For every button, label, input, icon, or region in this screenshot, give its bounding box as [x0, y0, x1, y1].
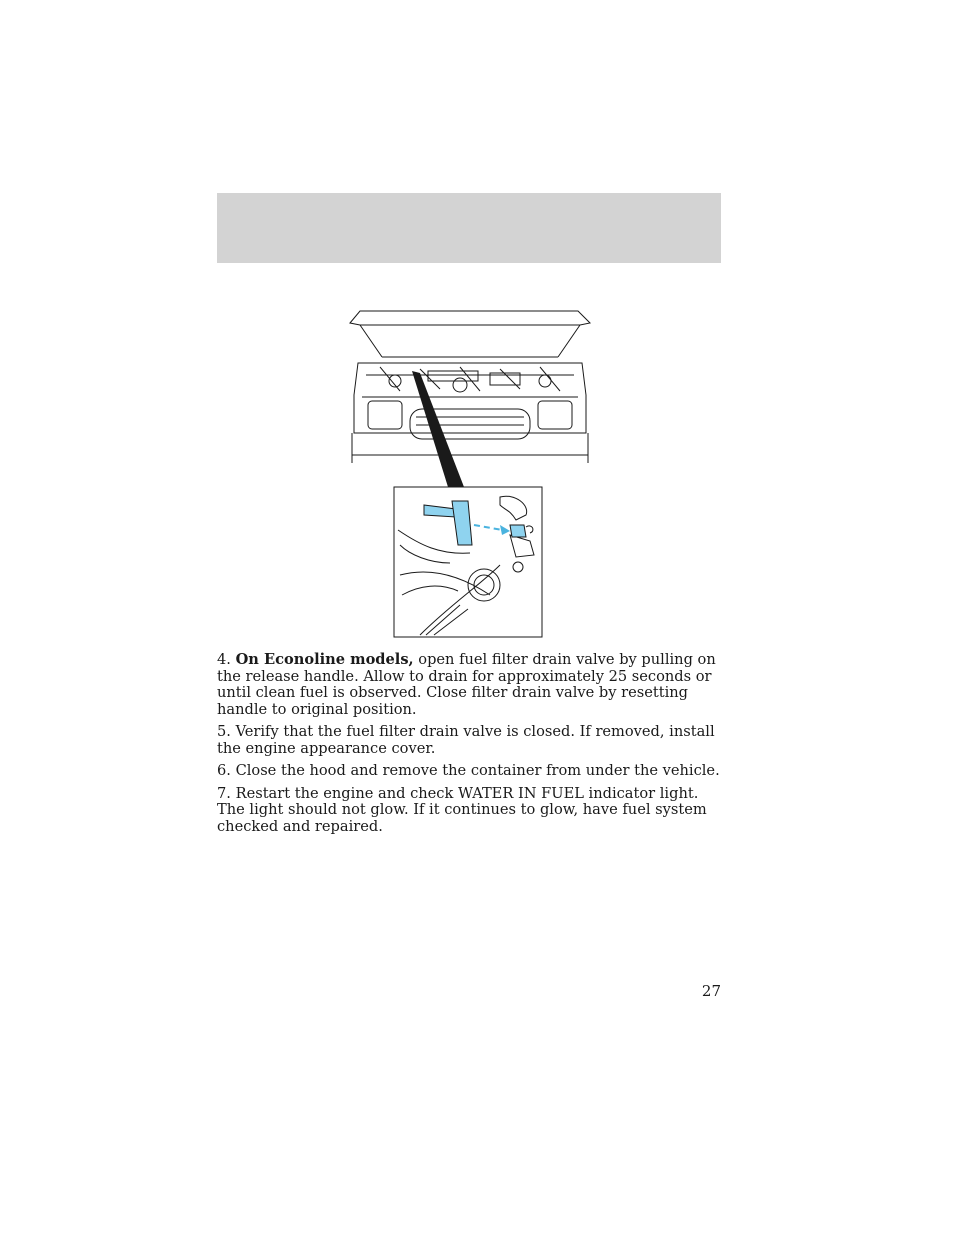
step-5: 5. Verify that the fuel filter drain valve is closed. If removed, install the engine appearance cover.	[217, 723, 715, 757]
page-number: 27	[701, 982, 721, 1000]
instructions	[217, 652, 721, 841]
header-band	[217, 193, 721, 263]
step-7: 7. Restart the engine and check WATER IN FUEL indicator light. The light should not glow. If it continues to glow, have fuel system checked and repaired.	[217, 784, 707, 835]
step-4: 4. On Econoline models, open fuel filter drain valve by pulling on the release handle. Allow to drain for approximately 25 seconds or until clean fuel is observed. Close filter drain valve by resetting handle to original position.	[217, 651, 716, 718]
step-6: 6. Close the hood and remove the container from under the vehicle.	[217, 762, 720, 779]
callout-pointer	[412, 371, 464, 487]
van-front-drawing	[350, 311, 590, 463]
engine-illustration	[340, 305, 600, 645]
